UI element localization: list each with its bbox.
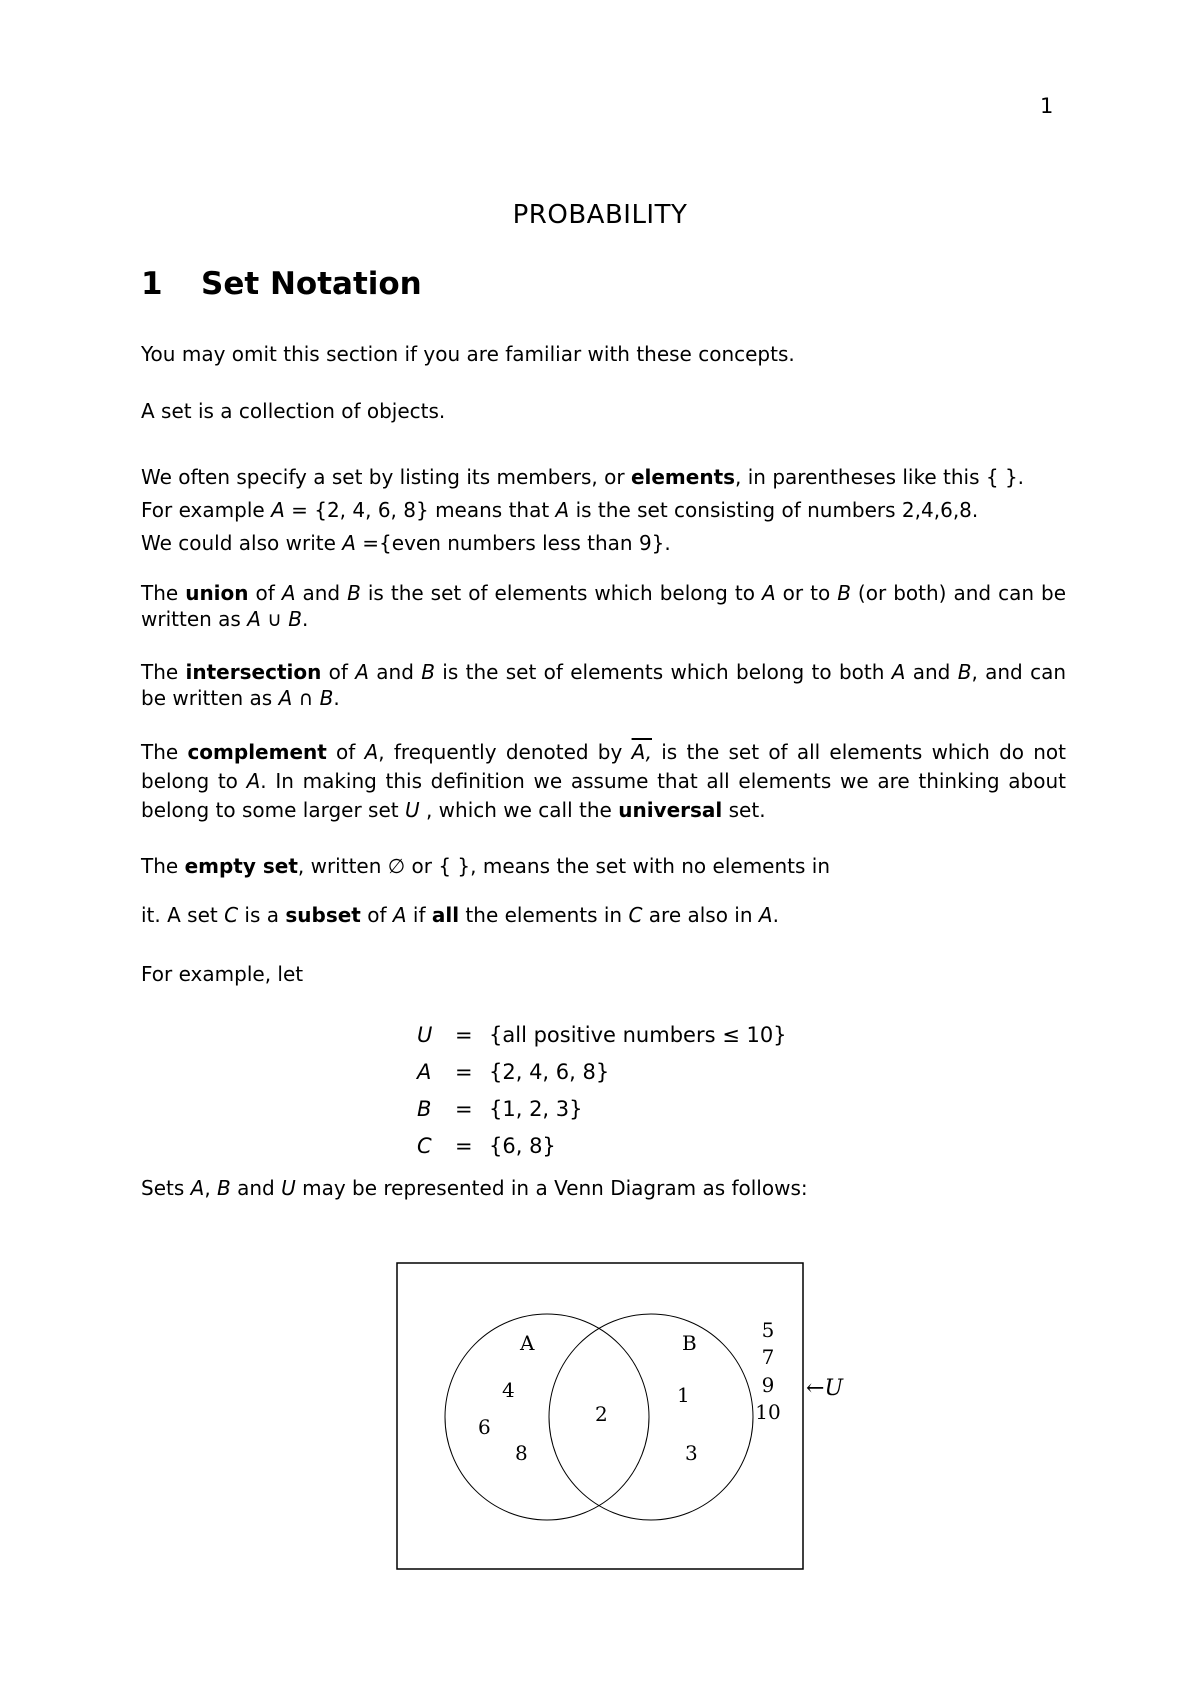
paragraph-venn-intro: Sets A, B and U may be represented in a Venn Diagram as follows: [141,1176,808,1200]
page-number: 1 [1040,94,1054,118]
paragraph-empty-set: The empty set, written ∅ or { }, means the set with no elements in [141,854,831,878]
paragraph-subset: it. A set C is a subset of A if all the elements in C are also in A. [141,903,779,927]
universal-pointer [806,1376,843,1401]
paragraph-set-definition: A set is a collection of objects. [141,399,446,423]
venn-label-b: B [682,1331,697,1355]
venn-element: 5 [761,1318,775,1342]
venn-element: 7 [761,1345,775,1369]
a-complement-symbol: A, [631,740,652,764]
venn-element: 9 [761,1373,775,1397]
set-definitions [417,1016,787,1164]
set-row-b: B = {1, 2, 3} [417,1096,583,1121]
venn-element: 2 [595,1402,608,1426]
venn-element: 1 [677,1383,690,1407]
venn-label-a: A [520,1331,535,1355]
paragraph-omit: You may omit this section if you are familiar with these concepts. [141,342,795,366]
paragraph-complement: The complement of A, frequently denoted by A, is the set of all elements which do not belong to A. In making this definition we assume that all elements we are thinking about belong to some larger set U , which we call the universal set. [141,740,1066,822]
set-row-c: C = {6, 8} [417,1133,556,1158]
venn-element: 6 [478,1415,491,1439]
venn-element: 8 [515,1441,528,1465]
circle-a [445,1314,649,1520]
set-row-a: A = {2, 4, 6, 8} [417,1059,610,1084]
document-title: PROBABILITY [512,200,688,230]
left-arrow-icon: ← [806,1376,825,1401]
section-heading [141,266,422,302]
set-row-u: U = {all positive numbers ≤ 10} [417,1022,787,1047]
venn-element: 3 [685,1441,698,1465]
section-number: 1 [141,266,163,302]
paragraph-union: The union of A and B is the set of elements which belong to A or to B (or both) and can be written as A ∪ B. [141,581,1067,631]
paragraph-intersection: The intersection of A and B is the set of elements which belong to both A and B, and can be written as A ∩ B. [141,660,1067,710]
venn-element: 10 [755,1400,781,1424]
venn-element: 4 [502,1378,515,1402]
paragraph-for-example: For example, let [141,962,304,986]
section-title: Set Notation [201,266,422,302]
universal-label: U [824,1376,843,1401]
paragraph-listing: We often specify a set by listing its members, or elements, in parentheses like this { }. For example A = {2, 4, 6, 8} means that A is the set consisting of numbers 2,4,6,8. We could also write A ={even numbers less than 9}. [141,465,1025,555]
venn-diagram [396,1262,804,1570]
circle-b [549,1314,753,1520]
